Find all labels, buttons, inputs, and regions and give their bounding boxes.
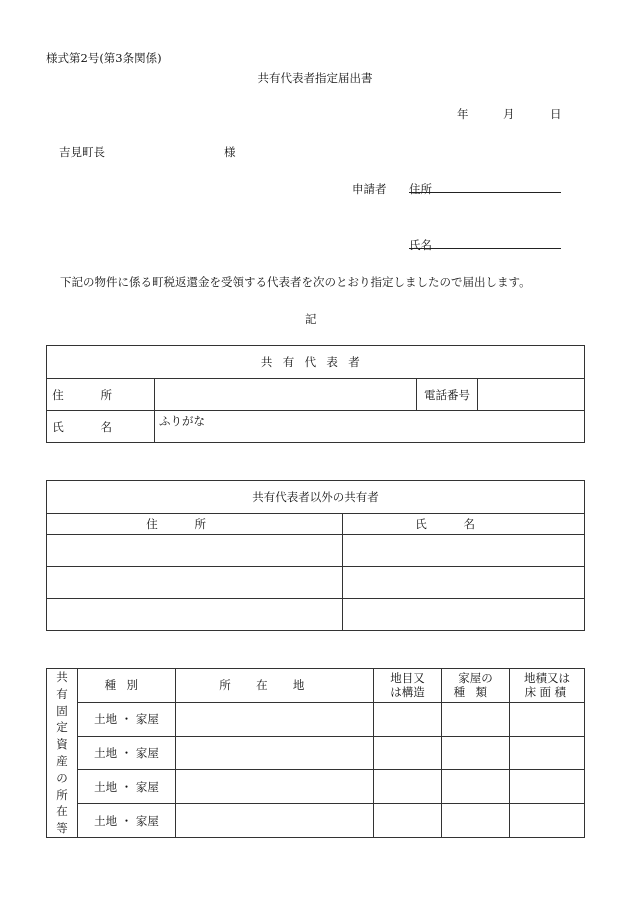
property-location-field[interactable] — [176, 770, 374, 804]
applicant-name-line[interactable] — [409, 248, 561, 249]
statement-text: 下記の物件に係る町税返還金を受領する代表者を次のとおり指定しましたので届出します。 — [60, 275, 531, 289]
representative-table — [46, 345, 585, 443]
property-col-area: 地積又は 床面積 — [510, 669, 585, 703]
rep-address-label-cell: 住所 — [47, 379, 155, 411]
property-col-house-type: 家屋の 種類 — [442, 669, 510, 703]
property-house-type-field[interactable] — [442, 702, 510, 736]
property-row-type[interactable]: 土地 ・ 家屋 — [78, 804, 176, 838]
applicant-address-label: 住所 — [409, 182, 432, 196]
property-table — [46, 668, 585, 838]
co-owners-col-name: 氏名 — [343, 514, 585, 535]
property-area-field[interactable] — [510, 736, 585, 770]
representative-header: 共有代表者 — [47, 346, 585, 379]
co-owner-address-field[interactable] — [47, 599, 343, 631]
rep-phone-field[interactable] — [478, 379, 585, 411]
date-day: 日 — [550, 107, 562, 121]
co-owner-name-field[interactable] — [343, 567, 585, 599]
ki-label: 記 — [305, 312, 317, 326]
property-house-type-field[interactable] — [442, 770, 510, 804]
property-area-field[interactable] — [510, 770, 585, 804]
property-area-field[interactable] — [510, 804, 585, 838]
property-land-use-field[interactable] — [374, 804, 442, 838]
date-month: 月 — [503, 107, 515, 121]
co-owners-header: 共有代表者以外の共有者 — [47, 481, 585, 514]
rep-address-field[interactable] — [155, 379, 417, 411]
rep-name-field[interactable] — [155, 411, 585, 443]
rep-name-label-cell: 氏名 — [47, 411, 155, 443]
property-land-use-field[interactable] — [374, 770, 442, 804]
addressee-name: 吉見町長 — [59, 145, 105, 159]
addressee-honorific: 様 — [224, 145, 236, 159]
property-location-field[interactable] — [176, 804, 374, 838]
property-house-type-field[interactable] — [442, 736, 510, 770]
document-title: 共有代表者指定届出書 — [257, 71, 373, 85]
form-number: 様式第2号(第3条関係) — [46, 51, 162, 65]
date-year: 年 — [457, 107, 469, 121]
property-col-type: 種別 — [78, 669, 176, 703]
rep-phone-label-cell: 電話番号 — [417, 379, 478, 411]
applicant-label: 申請者 — [352, 182, 387, 196]
property-house-type-field[interactable] — [442, 804, 510, 838]
property-area-field[interactable] — [510, 702, 585, 736]
property-row-type[interactable]: 土地 ・ 家屋 — [78, 702, 176, 736]
co-owner-name-field[interactable] — [343, 535, 585, 567]
property-row-type[interactable]: 土地 ・ 家屋 — [78, 770, 176, 804]
property-location-field[interactable] — [176, 702, 374, 736]
furigana-label: ふりがな — [159, 414, 205, 428]
property-col-land-use: 地目又 は構造 — [374, 669, 442, 703]
property-row-type[interactable]: 土地 ・ 家屋 — [78, 736, 176, 770]
co-owner-address-field[interactable] — [47, 535, 343, 567]
property-location-field[interactable] — [176, 736, 374, 770]
property-col-location: 所在地 — [176, 669, 374, 703]
applicant-name-label: 氏名 — [409, 238, 432, 252]
property-land-use-field[interactable] — [374, 736, 442, 770]
property-side-label: 共有固定資産の所在等 — [47, 669, 78, 838]
co-owners-table — [46, 480, 585, 631]
property-land-use-field[interactable] — [374, 702, 442, 736]
co-owner-address-field[interactable] — [47, 567, 343, 599]
co-owner-name-field[interactable] — [343, 599, 585, 631]
applicant-address-line[interactable] — [409, 192, 561, 193]
co-owners-col-address: 住所 — [47, 514, 343, 535]
